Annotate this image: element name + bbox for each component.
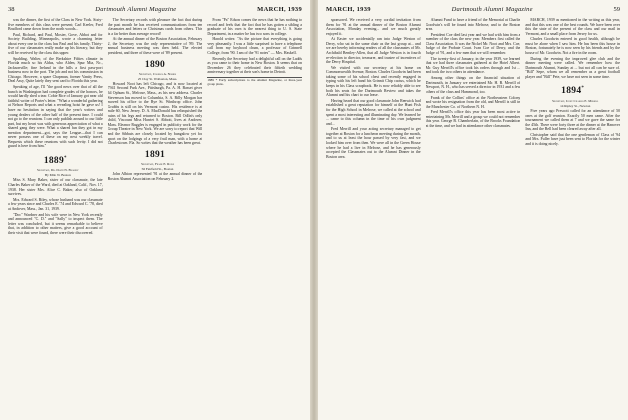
paragraph: John Albion represented '91 at the annual dinner of the Boston Alumni Association on February 2. bbox=[107, 171, 203, 181]
secretary-line: Secretary, Charles A. Norris bbox=[138, 71, 177, 76]
paragraph: Five years ago Prescott called for an attendance of 50 ones at the golf reunion. Exactly 50 men came. After the tournament we called them at 7 and we gave the same for the 45th. There were forty three at the dinner at the Hanover Inn, and the Bell had been cleared away after all. bbox=[525, 109, 621, 132]
paragraph: Having heard that our good classmate John Renwick had established a great reputation for himself at the Hunt Fish for the High School in Melrose, we called at the school and spent a most interesting and illuminating day. We learned he ... came to this column in the time of his own judgment and... bbox=[326, 98, 421, 126]
left-month: MARCH, 1939 bbox=[257, 5, 302, 13]
secretary-address: 56 Fairfield St., Boston bbox=[141, 166, 174, 171]
footnote: 1889 * Early subscriptions to the Alumni Magazine, or three-year group plans. bbox=[207, 77, 303, 86]
paragraph: Speaking of age, I'll "the good news over that of all the bunch in Washington had complete grades of the honors, he would hardly shed a tear. Cobie Rice of January got near old faithful writer of Porter's letter. "What a wonderful gathering at Nelson Reports and what a revealing hoist he gave us! I have no hesitation in saying that the year's writers and young dealers of the other half of the present time. I could not go to the reunions. I can only publish around to our little part, but my heart was with generous appreciation of what a shared gang they were. What a shared fun they got in my mention department—got, says the League—that I can never possess one of these on my next weekly travel. Bequests which these reunions with such levity. I did not guard is here from him." bbox=[8, 85, 103, 149]
right-month: MARCH, 1939 bbox=[326, 5, 371, 13]
secretary-line: Secretary, Ivory Charles E. Merrill bbox=[552, 98, 599, 103]
class-year-heading: 1889* bbox=[43, 155, 67, 167]
paragraph: Paul, Richard, and Paul, Mosier, Gove, Abbot and for Society Building, Minneapolis, wrote a charming letter about every one in the class has Paul and his family. Thirty-five of our classmates really make up his literary, but they will be received by the class this upper. bbox=[8, 32, 103, 56]
paragraph: During the evening the improved glee club and the dinner meeting were called. We remember how the Dartmouth Alumni, Sunday at ... but not all can be sure of. "Bill" Sepe, whom we all remember as a great football player and "Bill" Pete, we have not seen in some time. bbox=[525, 56, 621, 79]
left-column-3 bbox=[207, 18, 302, 416]
class-year-heading: 1894* bbox=[561, 86, 585, 97]
right-page bbox=[318, 0, 628, 420]
left-column-2 bbox=[108, 18, 203, 416]
paragraph: Howard Noot has left Chicago, and is now located at 7941 Second Park Ave., Pittsburgh, Pa. A. H. Basset gives 64 Ophum St., Melrose, Mass., as his new address. Charles Stevenson has moved to Columbia, S. A. Billy Morgan has moved his office to the Rye St. Winthrop office. John Grubbs is still on his Vermont casino. His residence is at mile 60, New Jersey. D. A. MacDonald has relinquished the ruins of his legs and returned to Boston. Bill Odlin's only child, Viscount Miss Harriet S. Abbott, lives at Andover, Mass. Eleanor Ruggles is engaged in publicity work for the Group Theatre in New York. We are sorry to report that Will and the Sibbuts are closely located by bungalow yet for sport on the lodgings of a very frail man, with a home at Charlestown. Fla. So writes that the weather has been great. bbox=[107, 81, 203, 146]
paragraph: Mrs. Edward S. Riley, whose husband was our classmate a few years since and Charles E. '74 and Edward C. '78, died at Andover, Mass., Jan. 31, 1939. bbox=[8, 197, 103, 211]
paragraph: Frank of the Collins' office at the Northeastern Colony and wrote his resignation from the old, and Merrill is still in the Manchester Co. of Northern N. H. bbox=[425, 95, 521, 109]
paragraph: Among other things on the financial situation of Dartmouth, in January we entertained Mr. H. B. Merrill of Newport, N. H., who has served a director in 1931 and a few others of the class and Hammond, too. bbox=[425, 76, 521, 94]
right-running-head bbox=[326, 4, 620, 14]
class-year-heading: 1891 bbox=[144, 149, 166, 160]
paragraph: Fred Merrill and your acting secretary managed to get together at Boston for a luncheon meeting during the month, and to us at least the hour passed by very fast, and we looked him over from then. We were all in the Green House where he had a live in Melrose, and he has generously accepted the Classmates out to the Alumni Dinner in the Boston area. bbox=[326, 127, 421, 159]
paragraph: Spalding, Walter, of the Berkshire Fifties climate in Florida much so his Aldus, who Alden, Spur Mia, Nc., Jacksonville; fine Ireland in the hills a first pass-port business now in the port. The job and not his commission in Chicago. However, a spare Chapman, former Vanity Press, Deal Assy, Quite lately they sent card to Florida this year. bbox=[8, 56, 103, 84]
right-column-3 bbox=[525, 18, 620, 416]
book-gutter bbox=[310, 0, 318, 420]
paragraph: The Secretary records with pleasure the fact that during the past month he has received communications from ten classmates and letters or Christmas cards from others. This is a far better than average record! bbox=[107, 18, 203, 36]
right-journal-title: Dartmouth Alumni Magazine bbox=[451, 5, 533, 13]
left-columns bbox=[8, 18, 302, 416]
left-journal-title: Dartmouth Alumni Magazine bbox=[95, 5, 177, 13]
secretary-address: 14 Ripley St., Newton bbox=[560, 103, 591, 108]
paragraph: MARCH, 1939 as mentioned in the writing as this year, and that this was one of the best rounds. We have been over this the state of the present of the class and our mail in Vermont, and a small place from Jersey for us. bbox=[525, 18, 621, 36]
paragraph: was the dinner, the first of the Class in New York. Sixty-five members of this class were present; Carl Keeler, Fred Bradford came down from the north woods... bbox=[8, 18, 103, 32]
paragraph: Recently the Secretary had a delightful call on the Ladds as you came to their home in New Boston. It seems that on December 26 they celebrated their fiftieth wedding anniversary together at their son's home in Detroit. bbox=[207, 56, 303, 75]
paragraph: President Coe died last year and we had with him from a member of the class the new year. Members first called the Class Association. It was the Nickel Mr. Noot and Mrs. Coe, Judge of the Probate Court. Ivan Coe of Derry, and the Judge of '91, and a few men that we will remember. bbox=[425, 32, 521, 56]
class-year-heading: 1890 bbox=[144, 59, 166, 70]
paragraph: Alumni Fund to have a friend of the Memorial at Charlie Goodwin's will be found into Melrose, and to the Boston area. bbox=[425, 18, 521, 32]
secretary-line: Secretary, Dr. David N. Blakely bbox=[37, 168, 79, 173]
secretary-line: Secretary, Frank E. Rowe bbox=[141, 161, 174, 166]
paragraph: We visited with our secretary at his home on Commonwealth Avenue, Boston. Charles Goodwin had been taking some of his school chest and recently engaged in typing with his left hand his Grinnit Chip cactus, which he keeps in his Class scrapbook. He is now reliably able to see both his seats for the Dartmouth Review and takes the Alumni and his chart to our lease. bbox=[326, 65, 421, 98]
paragraph: At the annual dinner of the Boston Association, February 2, the Secretary was the only representative of '89. The annual business meeting was then held. The elected president, and three of these were of '89 present. bbox=[107, 37, 203, 56]
paragraph: Harold writes: "As the picture that everything is going very pleasantly. I was a little surprised to have a telephone call from my boyhood chum, a professor of Grinnell College, from '90. I am of the '91 notes" — Mrs. Haskell. bbox=[207, 37, 303, 56]
left-page-number: 38 bbox=[8, 5, 15, 13]
paragraph: Fred Merrill's office this year has been most active in entertaining Mr. Merrill and a group we could not remember this year. George B. Chamberlain, of the Brooks Foundation at the time, and we had in attendance other classmates. bbox=[425, 110, 521, 128]
paragraph: Charles Goodwin entered in good health, although he must be alone when I saw him. He has been this house in Boston, fortunately he is now seen by his friends and by the house of Mr. Goodwin. Not a fire in the room. bbox=[525, 37, 621, 56]
left-page bbox=[0, 0, 310, 420]
paragraph: "Doc" Wardner and his wife were in New York recently and announced "C. D." and "Sally" to inspect them. The letter was concluded, but it seems remarkable to believe that, in addition to other matters, give a good account of their visit that were found, there were their discovered. bbox=[8, 212, 103, 235]
right-column-2 bbox=[426, 18, 521, 416]
paragraph: From "Pa" Edson comes the news that he has nothing to record and feels that the fact that he has gotten a sibling a graduate of his own is the nearest thing to U. S. State Department, in a matter he has two sons in college. bbox=[207, 18, 303, 36]
paragraph: The twenty-first of January, in the year 1939, we learned that we had three classmates gathered at the Hotel Albert. Mr. Guy Merrill's office took his orders through and 1st ... and took the two others in attendance. bbox=[425, 56, 521, 75]
paragraph: At Easter we accidentally ran into Judge Weston of Derry, who sat in the same chair as the last group at... and we are hereby informing readers of all the classmates of Mr. Archibald Bentley-Allen, that all Judge Weston is in fourth re-election to director, treasurer, and trustee of incentives of the Derry Hospital. bbox=[326, 37, 421, 65]
paragraph: Miss S. Mary Baker, sister of our classmate, the late Charles Baker of the Ward, died at Oakland, Calif., Nov. 17, 1938. Her sister Mrs. Alice C. Baker, also of Oakland survives. bbox=[8, 178, 103, 197]
paragraph: sponsored. We received a very cordial invitation from them for '91 at the annual dinner of the Boston Alumni Association, Monday evening... and we much greatly enjoyed it. bbox=[326, 18, 421, 36]
right-columns bbox=[326, 18, 620, 416]
paragraph: Christopher said that the one gentleman of Class of '94 and Mrs. Fuller have just been sent to Florida for the winter and it is doing nicely. bbox=[525, 132, 621, 147]
right-page-number: 59 bbox=[613, 5, 620, 13]
left-column-1 bbox=[8, 18, 103, 416]
secretary-address: 25 Clay St. Wollaston, Mass. bbox=[137, 76, 178, 81]
right-column-1 bbox=[326, 18, 421, 416]
secretary-address: By Milo N. Boston bbox=[44, 173, 71, 178]
left-running-head bbox=[8, 4, 302, 14]
